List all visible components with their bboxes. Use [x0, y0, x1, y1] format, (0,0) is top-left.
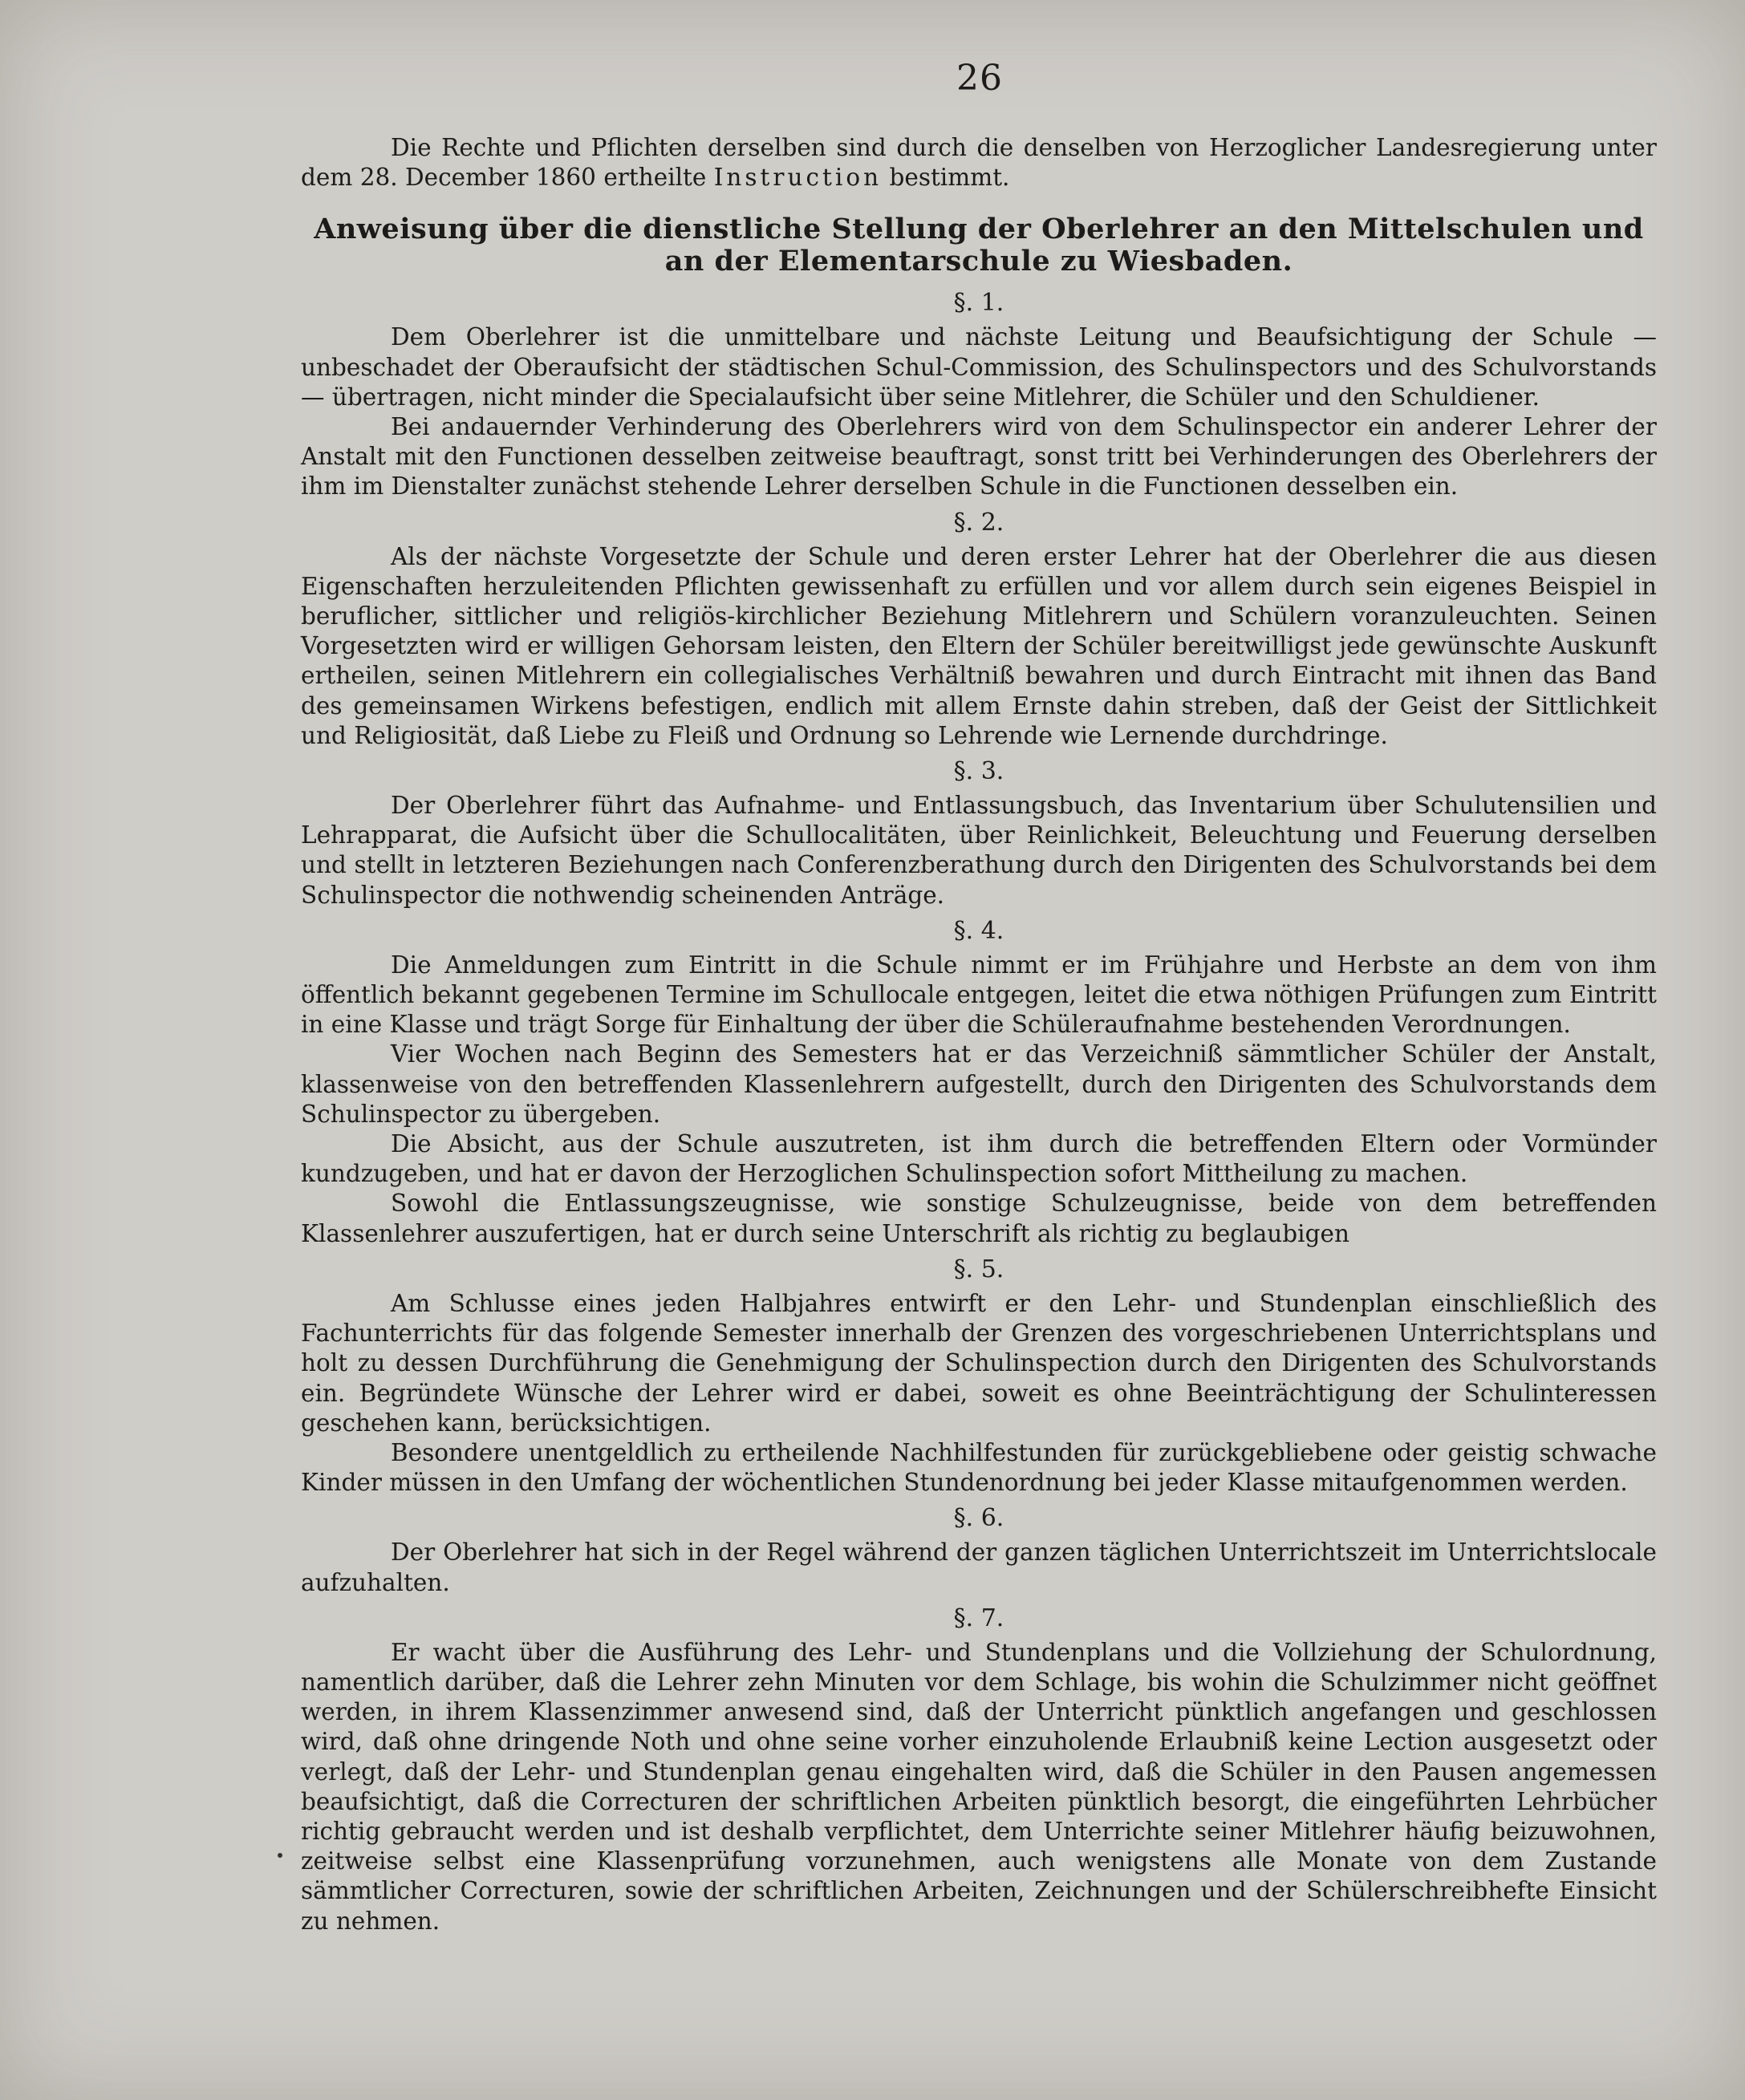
- section-5: [301, 1255, 1657, 1498]
- section-label: §. 5.: [953, 1255, 1004, 1283]
- section-label: §. 6.: [953, 1504, 1004, 1533]
- section-6: [301, 1504, 1657, 1597]
- paragraph: Vier Wochen nach Beginn des Semesters hat er das Verzeichniß sämmtlicher Schüler der Anstalt, klassenweise von den betreffenden Klassenlehrern aufgestellt, durch den Dirigenten des Schulvorstands dem Schulinspector zu übergeben.: [301, 1040, 1657, 1128]
- paragraph: Als der nächste Vorgesetzte der Schule und deren erster Lehrer hat der Oberlehrer die aus diesen Eigenschaften herzuleitenden Pflichten gewissenhaft zu erfüllen und vor allem durch sein eigenes Beispiel in beruflicher, sittlicher und religiös-kirchlicher Beziehung Mitlehrern und Schülern voranzuleuchten. Seinen Vorgesetzten wird er willigen Gehorsam leisten, den Eltern der Schüler bereitwilligst jede gewünschte Auskunft ertheilen, seinen Mitlehrern ein collegialisches Verhältniß bewahren und durch Eintracht mit ihnen das Band des gemeinsamen Wirkens befestigen, endlich mit allem Ernste dahin streben, daß der Geist der Sittlichkeit und Religiosität, daß Liebe zu Fleiß und Ordnung so Lehrende wie Lernende durchdringe.: [301, 542, 1657, 749]
- paragraph: Dem Oberlehrer ist die unmittelbare und nächste Leitung und Beaufsichtigung der Schule — unbeschadet der Oberaufsicht der städtischen Schul-Commission, des Schulinspectors und des Schulvorstands — übertragen, nicht minder die Specialaufsicht über seine Mitlehrer, die Schüler und den Schuldiener.: [301, 323, 1657, 411]
- section-label: §. 3.: [953, 757, 1004, 786]
- section-7: [301, 1604, 1657, 1936]
- paragraph: Am Schlusse eines jeden Halbjahres entwirft er den Lehr- und Stundenplan einschließlich des Fachunterrichts für das folgende Semester innerhalb der Grenzen des vorgeschriebenen Unterrichtsplans und holt zu dessen Durchführung die Genehmigung der Schulinspection durch den Dirigenten des Schulvorstands ein. Begründete Wünsche der Lehrer wird er dabei, soweit es ohne Beeinträchtigung der Schulinteressen geschehen kann, berücksichtigen.: [301, 1289, 1657, 1437]
- paragraph: Besondere unentgeldlich zu ertheilende Nachhilfestunden für zurückgebliebene oder geistig schwache Kinder müssen in den Umfang der wöchentlichen Stundenordnung bei jeder Klasse mitaufgenommen werden.: [301, 1438, 1657, 1497]
- page-number: 26: [956, 58, 1003, 99]
- intro-paragraph: [301, 133, 1657, 193]
- section-2: [301, 509, 1657, 751]
- section-4: [301, 917, 1657, 1249]
- intro-text: Die Rechte und Pflichten derselben sind durch die denselben von Herzoglicher Landesregierung unter dem 28. December 1860 ertheilte: [301, 134, 1657, 192]
- paragraph: Der Oberlehrer hat sich in der Regel während der ganzen täglichen Unterrichtszeit im Unterrichtslocale aufzuhalten.: [301, 1539, 1657, 1596]
- paragraph: Bei andauernder Verhinderung des Oberlehrers wird von dem Schulinspector ein anderer Lehrer der Anstalt mit den Functionen desselben zeitweise beauftragt, sonst tritt bei Verhinderungen des Oberlehrers der ihm im Dienstalter zunächst stehende Lehrer derselben Schule in die Functionen desselben ein.: [301, 413, 1657, 501]
- section-label: §. 1.: [953, 289, 1004, 318]
- section-label: §. 2.: [953, 508, 1004, 537]
- intro-text-end: bestimmt.: [882, 164, 1010, 192]
- section-label: §. 4.: [953, 916, 1004, 945]
- section-1: [301, 289, 1657, 501]
- section-label: §. 7.: [953, 1603, 1004, 1632]
- paragraph: Der Oberlehrer führt das Aufnahme- und Entlassungsbuch, das Inventarium über Schulutensilien und Lehrapparat, die Aufsicht über die Schullocalitäten, über Reinlichkeit, Beleuchtung und Feuerung derselben und stellt in letzteren Beziehungen nach Conferenzberathung durch den Dirigenten des Schulvorstands bei dem Schulinspector die nothwendig scheinenden Anträge.: [301, 792, 1657, 909]
- paragraph: Er wacht über die Ausführung des Lehr- und Stundenplans und die Vollziehung der Schulordnung, namentlich darüber, daß die Lehrer zehn Minuten vor dem Schlage, bis wohin die Schulzimmer nicht geöffnet werden, in ihrem Klassenzimmer anwesend sind, daß der Unterricht pünktlich angefangen und geschlossen wird, daß ohne dringende Noth und ohne seine vorher einzuholende Erlaubniß keine Lection ausgesetzt oder verlegt, daß der Lehr- und Stundenplan genau eingehalten wird, daß die Schüler in den Pausen angemessen beaufsichtigt, daß die Correcturen der schriftlichen Arbeiten pünktlich besorgt, die eingeführten Lehrbücher richtig gebraucht werden und ist deshalb verpflichtet, dem Unterrichte seiner Mitlehrer häufig beizuwohnen, zeitweise selbst eine Klassenprüfung vorzunehmen, auch wenigstens alle Monate von dem Zustande sämmtlicher Correcturen, sowie der schriftlichen Arbeiten, Zeichnungen und der Schülerschreibhefte Einsicht zu nehmen.: [301, 1638, 1657, 1935]
- paragraph: Die Absicht, aus der Schule auszutreten, ist ihm durch die betreffenden Eltern oder Vormünder kundzugeben, und hat er davon der Herzoglichen Schulinspection sofort Mittheilung zu machen.: [301, 1130, 1657, 1188]
- intro-emphasis: Instruction: [713, 164, 883, 192]
- section-3: [301, 757, 1657, 910]
- ink-speck: [278, 1853, 282, 1858]
- page-body: [301, 133, 1657, 1936]
- section-heading: Anweisung über die dienstliche Stellung der Oberlehrer an den Mittelschulen und an der Elementarschule zu Wiesbaden.: [314, 213, 1644, 278]
- paragraph: Sowohl die Entlassungszeugnisse, wie sonstige Schulzeugnisse, beide von dem betreffenden Klassenlehrer auszufertigen, hat er durch seine Unterschrift als richtig zu beglaubigen: [301, 1190, 1657, 1247]
- paragraph: Die Anmeldungen zum Eintritt in die Schule nimmt er im Frühjahre und Herbste an dem von ihm öffentlich bekannt gegebenen Termine im Schullocale entgegen, leitet die etwa nöthigen Prüfungen zum Eintritt in eine Klasse und trägt Sorge für Einhaltung der über die Schüleraufnahme bestehenden Verordnungen.: [301, 951, 1657, 1039]
